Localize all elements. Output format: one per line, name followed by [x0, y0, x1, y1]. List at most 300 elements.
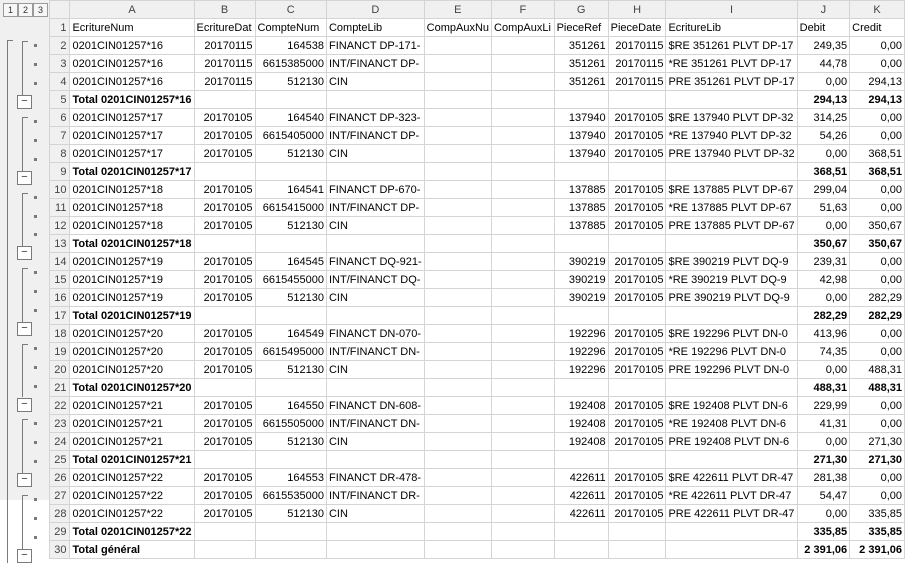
row-header[interactable]: 26 — [50, 469, 70, 487]
cell-h[interactable]: 20170105 — [608, 487, 666, 505]
cell-h[interactable]: 20170105 — [608, 325, 666, 343]
cell-g[interactable]: PieceRef — [554, 19, 608, 37]
cell-a[interactable]: 0201CIN01257*17 — [70, 145, 194, 163]
cell-a[interactable]: 0201CIN01257*21 — [70, 433, 194, 451]
cell-f[interactable] — [492, 541, 555, 559]
row-header[interactable]: 28 — [50, 505, 70, 523]
cell-h[interactable] — [608, 379, 666, 397]
cell-i[interactable]: *RE 390219 PLVT DQ-9 — [666, 271, 797, 289]
cell-g[interactable] — [554, 91, 608, 109]
cell-j[interactable]: 229,99 — [797, 397, 850, 415]
cell-b[interactable]: 20170105 — [194, 217, 255, 235]
cell-d[interactable]: CIN — [326, 73, 424, 91]
cell-b[interactable]: 20170105 — [194, 109, 255, 127]
cell-b[interactable] — [194, 235, 255, 253]
cell-k[interactable]: 282,29 — [850, 289, 905, 307]
cell-j[interactable]: 314,25 — [797, 109, 850, 127]
cell-k[interactable]: 0,00 — [850, 415, 905, 433]
row-header[interactable]: 21 — [50, 379, 70, 397]
cell-f[interactable] — [492, 253, 555, 271]
cell-a[interactable]: EcritureNum — [70, 19, 194, 37]
cell-k[interactable]: 0,00 — [850, 487, 905, 505]
cell-e[interactable] — [424, 145, 491, 163]
cell-e[interactable] — [424, 217, 491, 235]
cell-f[interactable]: CompAuxLi — [492, 19, 555, 37]
cell-h[interactable]: 20170105 — [608, 397, 666, 415]
cell-b[interactable]: 20170105 — [194, 415, 255, 433]
cell-h[interactable]: 20170105 — [608, 127, 666, 145]
cell-h[interactable]: 20170105 — [608, 343, 666, 361]
cell-i[interactable]: *RE 351261 PLVT DP-17 — [666, 55, 797, 73]
collapse-group-button[interactable]: − — [17, 398, 32, 412]
cell-j[interactable]: 0,00 — [797, 73, 850, 91]
cell-j[interactable]: 294,13 — [797, 91, 850, 109]
cell-d[interactable] — [326, 307, 424, 325]
cell-a[interactable]: 0201CIN01257*16 — [70, 55, 194, 73]
column-header-d[interactable]: D — [326, 1, 424, 19]
cell-c[interactable]: 512130 — [255, 73, 326, 91]
cell-b[interactable]: 20170105 — [194, 271, 255, 289]
cell-e[interactable] — [424, 379, 491, 397]
cell-g[interactable]: 192296 — [554, 343, 608, 361]
collapse-group-button[interactable]: − — [17, 473, 32, 487]
cell-a[interactable]: 0201CIN01257*20 — [70, 325, 194, 343]
column-header-g[interactable]: G — [554, 1, 608, 19]
cell-c[interactable]: 512130 — [255, 217, 326, 235]
cell-g[interactable]: 137885 — [554, 199, 608, 217]
collapse-group-button[interactable]: − — [17, 171, 32, 185]
cell-g[interactable]: 137885 — [554, 181, 608, 199]
cell-d[interactable]: INT/FINANCT DR- — [326, 487, 424, 505]
cell-d[interactable]: CIN — [326, 217, 424, 235]
cell-c[interactable]: 512130 — [255, 505, 326, 523]
cell-i[interactable]: PRE 192296 PLVT DN-0 — [666, 361, 797, 379]
cell-e[interactable] — [424, 469, 491, 487]
row-header[interactable]: 8 — [50, 145, 70, 163]
row-header[interactable]: 13 — [50, 235, 70, 253]
cell-d[interactable]: INT/FINANCT DP- — [326, 199, 424, 217]
cell-i[interactable]: PRE 137885 PLVT DP-67 — [666, 217, 797, 235]
cell-j[interactable]: 0,00 — [797, 433, 850, 451]
cell-c[interactable]: 6615415000 — [255, 199, 326, 217]
cell-h[interactable] — [608, 451, 666, 469]
cell-b[interactable]: 20170105 — [194, 343, 255, 361]
cell-g[interactable] — [554, 379, 608, 397]
cell-h[interactable]: 20170115 — [608, 73, 666, 91]
outline-level-3-button[interactable]: 3 — [33, 3, 48, 17]
select-all-corner[interactable] — [50, 1, 70, 19]
cell-a[interactable]: 0201CIN01257*19 — [70, 253, 194, 271]
collapse-group-button[interactable]: − — [17, 549, 32, 563]
cell-c[interactable]: 164540 — [255, 109, 326, 127]
cell-i[interactable] — [666, 235, 797, 253]
cell-e[interactable] — [424, 253, 491, 271]
cell-c[interactable]: 512130 — [255, 361, 326, 379]
cell-a[interactable]: 0201CIN01257*17 — [70, 109, 194, 127]
cell-e[interactable] — [424, 505, 491, 523]
cell-i[interactable]: $RE 422611 PLVT DR-47 — [666, 469, 797, 487]
cell-i[interactable]: $RE 390219 PLVT DQ-9 — [666, 253, 797, 271]
cell-c[interactable]: 6615455000 — [255, 271, 326, 289]
cell-b[interactable] — [194, 379, 255, 397]
cell-e[interactable] — [424, 343, 491, 361]
cell-d[interactable]: CIN — [326, 361, 424, 379]
cell-c[interactable] — [255, 307, 326, 325]
cell-g[interactable] — [554, 541, 608, 559]
cell-g[interactable]: 137940 — [554, 127, 608, 145]
cell-k[interactable]: 0,00 — [850, 127, 905, 145]
column-header-a[interactable]: A — [70, 1, 194, 19]
column-header-b[interactable]: B — [194, 1, 255, 19]
cell-f[interactable] — [492, 415, 555, 433]
cell-j[interactable]: 2 391,06 — [797, 541, 850, 559]
cell-k[interactable]: 0,00 — [850, 325, 905, 343]
cell-c[interactable]: 164541 — [255, 181, 326, 199]
cell-h[interactable] — [608, 307, 666, 325]
cell-h[interactable]: 20170105 — [608, 145, 666, 163]
cell-e[interactable] — [424, 91, 491, 109]
cell-d[interactable] — [326, 451, 424, 469]
cell-f[interactable] — [492, 127, 555, 145]
cell-c[interactable] — [255, 163, 326, 181]
cell-e[interactable] — [424, 55, 491, 73]
row-header[interactable]: 27 — [50, 487, 70, 505]
cell-f[interactable] — [492, 433, 555, 451]
cell-a[interactable]: 0201CIN01257*19 — [70, 271, 194, 289]
cell-e[interactable] — [424, 73, 491, 91]
cell-f[interactable] — [492, 469, 555, 487]
cell-a[interactable]: Total 0201CIN01257*17 — [70, 163, 194, 181]
row-header[interactable]: 30 — [50, 541, 70, 559]
cell-f[interactable] — [492, 505, 555, 523]
cell-d[interactable] — [326, 235, 424, 253]
cell-c[interactable]: CompteNum — [255, 19, 326, 37]
cell-j[interactable]: 282,29 — [797, 307, 850, 325]
row-header[interactable]: 4 — [50, 73, 70, 91]
cell-a[interactable]: 0201CIN01257*20 — [70, 343, 194, 361]
cell-h[interactable]: PieceDate — [608, 19, 666, 37]
cell-d[interactable]: FINANCT DN-070- — [326, 325, 424, 343]
cell-a[interactable]: Total général — [70, 541, 194, 559]
cell-e[interactable] — [424, 109, 491, 127]
cell-a[interactable]: Total 0201CIN01257*22 — [70, 523, 194, 541]
cell-e[interactable] — [424, 361, 491, 379]
cell-b[interactable]: 20170115 — [194, 73, 255, 91]
cell-f[interactable] — [492, 523, 555, 541]
cell-h[interactable] — [608, 523, 666, 541]
cell-h[interactable]: 20170105 — [608, 415, 666, 433]
cell-e[interactable] — [424, 415, 491, 433]
row-header[interactable]: 15 — [50, 271, 70, 289]
collapse-group-button[interactable]: − — [17, 246, 32, 260]
cell-h[interactable]: 20170105 — [608, 181, 666, 199]
cell-f[interactable] — [492, 397, 555, 415]
row-header[interactable]: 19 — [50, 343, 70, 361]
row-header[interactable]: 1 — [50, 19, 70, 37]
cell-c[interactable]: 6615495000 — [255, 343, 326, 361]
cell-e[interactable] — [424, 325, 491, 343]
collapse-group-button[interactable]: − — [17, 95, 32, 109]
cell-k[interactable]: 2 391,06 — [850, 541, 905, 559]
cell-b[interactable] — [194, 307, 255, 325]
cell-g[interactable]: 422611 — [554, 505, 608, 523]
cell-h[interactable]: 20170105 — [608, 469, 666, 487]
cell-b[interactable] — [194, 541, 255, 559]
column-header-i[interactable]: I — [666, 1, 797, 19]
cell-e[interactable] — [424, 451, 491, 469]
cell-d[interactable]: CIN — [326, 145, 424, 163]
cell-d[interactable] — [326, 379, 424, 397]
cell-j[interactable]: 51,63 — [797, 199, 850, 217]
row-header[interactable]: 25 — [50, 451, 70, 469]
cell-k[interactable]: 488,31 — [850, 379, 905, 397]
cell-j[interactable]: 74,35 — [797, 343, 850, 361]
cell-j[interactable]: 368,51 — [797, 163, 850, 181]
cell-g[interactable]: 390219 — [554, 271, 608, 289]
cell-c[interactable]: 164549 — [255, 325, 326, 343]
column-header-j[interactable]: J — [797, 1, 850, 19]
cell-j[interactable]: 249,35 — [797, 37, 850, 55]
cell-c[interactable]: 512130 — [255, 433, 326, 451]
cell-i[interactable]: PRE 422611 PLVT DR-47 — [666, 505, 797, 523]
cell-b[interactable]: 20170105 — [194, 199, 255, 217]
cell-j[interactable]: 0,00 — [797, 217, 850, 235]
cell-i[interactable] — [666, 523, 797, 541]
cell-d[interactable]: CIN — [326, 433, 424, 451]
cell-e[interactable] — [424, 541, 491, 559]
cell-f[interactable] — [492, 325, 555, 343]
cell-k[interactable]: 368,51 — [850, 163, 905, 181]
cell-a[interactable]: 0201CIN01257*22 — [70, 487, 194, 505]
cell-j[interactable]: 413,96 — [797, 325, 850, 343]
row-header[interactable]: 5 — [50, 91, 70, 109]
cell-j[interactable]: 335,85 — [797, 523, 850, 541]
cell-j[interactable]: 0,00 — [797, 361, 850, 379]
cell-a[interactable]: Total 0201CIN01257*20 — [70, 379, 194, 397]
row-header[interactable]: 6 — [50, 109, 70, 127]
cell-e[interactable] — [424, 307, 491, 325]
cell-c[interactable]: 512130 — [255, 145, 326, 163]
cell-h[interactable]: 20170105 — [608, 217, 666, 235]
row-header[interactable]: 14 — [50, 253, 70, 271]
column-header-e[interactable]: E — [424, 1, 491, 19]
cell-i[interactable]: *RE 192296 PLVT DN-0 — [666, 343, 797, 361]
cell-f[interactable] — [492, 37, 555, 55]
cell-e[interactable] — [424, 289, 491, 307]
cell-a[interactable]: 0201CIN01257*16 — [70, 73, 194, 91]
cell-b[interactable] — [194, 451, 255, 469]
cell-a[interactable]: 0201CIN01257*21 — [70, 415, 194, 433]
row-header[interactable]: 22 — [50, 397, 70, 415]
cell-h[interactable] — [608, 91, 666, 109]
cell-c[interactable]: 512130 — [255, 289, 326, 307]
cell-c[interactable]: 164538 — [255, 37, 326, 55]
cell-g[interactable]: 390219 — [554, 289, 608, 307]
cell-c[interactable]: 164545 — [255, 253, 326, 271]
cell-f[interactable] — [492, 487, 555, 505]
cell-d[interactable]: FINANCT DP-670- — [326, 181, 424, 199]
cell-c[interactable] — [255, 541, 326, 559]
cell-f[interactable] — [492, 91, 555, 109]
cell-i[interactable] — [666, 379, 797, 397]
cell-g[interactable]: 192408 — [554, 415, 608, 433]
row-header[interactable]: 11 — [50, 199, 70, 217]
cell-b[interactable]: 20170105 — [194, 487, 255, 505]
cell-c[interactable]: 6615505000 — [255, 415, 326, 433]
cell-g[interactable] — [554, 451, 608, 469]
cell-k[interactable]: Credit — [850, 19, 905, 37]
cell-j[interactable]: 44,78 — [797, 55, 850, 73]
cell-k[interactable]: 368,51 — [850, 145, 905, 163]
cell-g[interactable]: 137885 — [554, 217, 608, 235]
cell-e[interactable] — [424, 235, 491, 253]
column-header-h[interactable]: H — [608, 1, 666, 19]
cell-d[interactable]: CIN — [326, 505, 424, 523]
cell-j[interactable]: 54,47 — [797, 487, 850, 505]
cell-b[interactable]: 20170105 — [194, 181, 255, 199]
cell-k[interactable]: 0,00 — [850, 55, 905, 73]
cell-k[interactable]: 335,85 — [850, 523, 905, 541]
cell-b[interactable] — [194, 523, 255, 541]
cell-e[interactable] — [424, 163, 491, 181]
cell-i[interactable]: PRE 390219 PLVT DQ-9 — [666, 289, 797, 307]
cell-i[interactable]: EcritureLib — [666, 19, 797, 37]
cell-e[interactable] — [424, 523, 491, 541]
outline-level-2-button[interactable]: 2 — [18, 3, 33, 17]
row-header[interactable]: 23 — [50, 415, 70, 433]
cell-j[interactable]: 299,04 — [797, 181, 850, 199]
cell-b[interactable]: 20170115 — [194, 37, 255, 55]
cell-e[interactable] — [424, 397, 491, 415]
cell-a[interactable]: Total 0201CIN01257*16 — [70, 91, 194, 109]
cell-b[interactable]: 20170105 — [194, 253, 255, 271]
cell-j[interactable]: 488,31 — [797, 379, 850, 397]
cell-b[interactable]: 20170105 — [194, 397, 255, 415]
cell-i[interactable] — [666, 307, 797, 325]
cell-k[interactable]: 0,00 — [850, 37, 905, 55]
cell-f[interactable] — [492, 55, 555, 73]
cell-k[interactable]: 0,00 — [850, 397, 905, 415]
cell-i[interactable]: PRE 137940 PLVT DP-32 — [666, 145, 797, 163]
cell-e[interactable] — [424, 271, 491, 289]
cell-h[interactable]: 20170105 — [608, 109, 666, 127]
cell-f[interactable] — [492, 289, 555, 307]
cell-j[interactable]: 0,00 — [797, 289, 850, 307]
cell-d[interactable]: CompteLib — [326, 19, 424, 37]
cell-j[interactable]: 271,30 — [797, 451, 850, 469]
row-header[interactable]: 3 — [50, 55, 70, 73]
cell-j[interactable]: 0,00 — [797, 145, 850, 163]
cell-e[interactable] — [424, 487, 491, 505]
cell-b[interactable]: EcritureDat — [194, 19, 255, 37]
cell-j[interactable]: 350,67 — [797, 235, 850, 253]
cell-k[interactable]: 0,00 — [850, 271, 905, 289]
cell-h[interactable]: 20170115 — [608, 37, 666, 55]
cell-e[interactable]: CompAuxNu — [424, 19, 491, 37]
cell-k[interactable]: 335,85 — [850, 505, 905, 523]
cell-k[interactable]: 271,30 — [850, 451, 905, 469]
cell-d[interactable]: CIN — [326, 289, 424, 307]
cell-a[interactable]: 0201CIN01257*22 — [70, 505, 194, 523]
cell-b[interactable]: 20170105 — [194, 289, 255, 307]
cell-i[interactable] — [666, 91, 797, 109]
row-header[interactable]: 12 — [50, 217, 70, 235]
cell-d[interactable] — [326, 523, 424, 541]
cell-h[interactable]: 20170105 — [608, 361, 666, 379]
cell-a[interactable]: Total 0201CIN01257*21 — [70, 451, 194, 469]
row-header[interactable]: 20 — [50, 361, 70, 379]
cell-c[interactable]: 6615405000 — [255, 127, 326, 145]
cell-k[interactable]: 0,00 — [850, 343, 905, 361]
cell-i[interactable]: $RE 137885 PLVT DP-67 — [666, 181, 797, 199]
cell-f[interactable] — [492, 271, 555, 289]
outline-level-1-button[interactable]: 1 — [3, 3, 18, 17]
cell-f[interactable] — [492, 343, 555, 361]
cell-j[interactable]: 0,00 — [797, 505, 850, 523]
cell-g[interactable]: 192408 — [554, 433, 608, 451]
cell-i[interactable]: *RE 137885 PLVT DP-67 — [666, 199, 797, 217]
cell-i[interactable]: *RE 192408 PLVT DN-6 — [666, 415, 797, 433]
row-header[interactable]: 17 — [50, 307, 70, 325]
row-header[interactable]: 7 — [50, 127, 70, 145]
cell-f[interactable] — [492, 145, 555, 163]
cell-a[interactable]: 0201CIN01257*18 — [70, 217, 194, 235]
cell-g[interactable]: 351261 — [554, 73, 608, 91]
row-header[interactable]: 18 — [50, 325, 70, 343]
cell-b[interactable] — [194, 91, 255, 109]
cell-g[interactable]: 351261 — [554, 37, 608, 55]
cell-d[interactable]: INT/FINANCT DN- — [326, 415, 424, 433]
cell-b[interactable]: 20170105 — [194, 145, 255, 163]
cell-h[interactable]: 20170105 — [608, 505, 666, 523]
column-header-f[interactable]: F — [492, 1, 555, 19]
cell-d[interactable] — [326, 541, 424, 559]
cell-a[interactable]: 0201CIN01257*19 — [70, 289, 194, 307]
cell-f[interactable] — [492, 73, 555, 91]
cell-d[interactable]: FINANCT DP-323- — [326, 109, 424, 127]
cell-d[interactable]: INT/FINANCT DP- — [326, 55, 424, 73]
cell-a[interactable]: 0201CIN01257*20 — [70, 361, 194, 379]
row-header[interactable]: 16 — [50, 289, 70, 307]
cell-a[interactable]: 0201CIN01257*21 — [70, 397, 194, 415]
cell-d[interactable] — [326, 163, 424, 181]
cell-d[interactable]: INT/FINANCT DN- — [326, 343, 424, 361]
cell-i[interactable]: $RE 192408 PLVT DN-6 — [666, 397, 797, 415]
cell-j[interactable]: Debit — [797, 19, 850, 37]
cell-c[interactable]: 6615385000 — [255, 55, 326, 73]
column-header-k[interactable]: K — [850, 1, 905, 19]
cell-g[interactable]: 137940 — [554, 109, 608, 127]
cell-h[interactable]: 20170115 — [608, 55, 666, 73]
cell-j[interactable]: 41,31 — [797, 415, 850, 433]
cell-i[interactable]: PRE 351261 PLVT DP-17 — [666, 73, 797, 91]
cell-g[interactable]: 422611 — [554, 487, 608, 505]
cell-h[interactable]: 20170105 — [608, 289, 666, 307]
cell-k[interactable]: 0,00 — [850, 199, 905, 217]
cell-a[interactable]: 0201CIN01257*16 — [70, 37, 194, 55]
cell-i[interactable] — [666, 541, 797, 559]
row-header[interactable]: 10 — [50, 181, 70, 199]
cell-a[interactable]: 0201CIN01257*22 — [70, 469, 194, 487]
cell-g[interactable] — [554, 163, 608, 181]
cell-h[interactable]: 20170105 — [608, 253, 666, 271]
cell-c[interactable]: 6615535000 — [255, 487, 326, 505]
cell-e[interactable] — [424, 433, 491, 451]
cell-c[interactable] — [255, 91, 326, 109]
cell-k[interactable]: 350,67 — [850, 217, 905, 235]
cell-g[interactable]: 390219 — [554, 253, 608, 271]
cell-b[interactable]: 20170105 — [194, 505, 255, 523]
